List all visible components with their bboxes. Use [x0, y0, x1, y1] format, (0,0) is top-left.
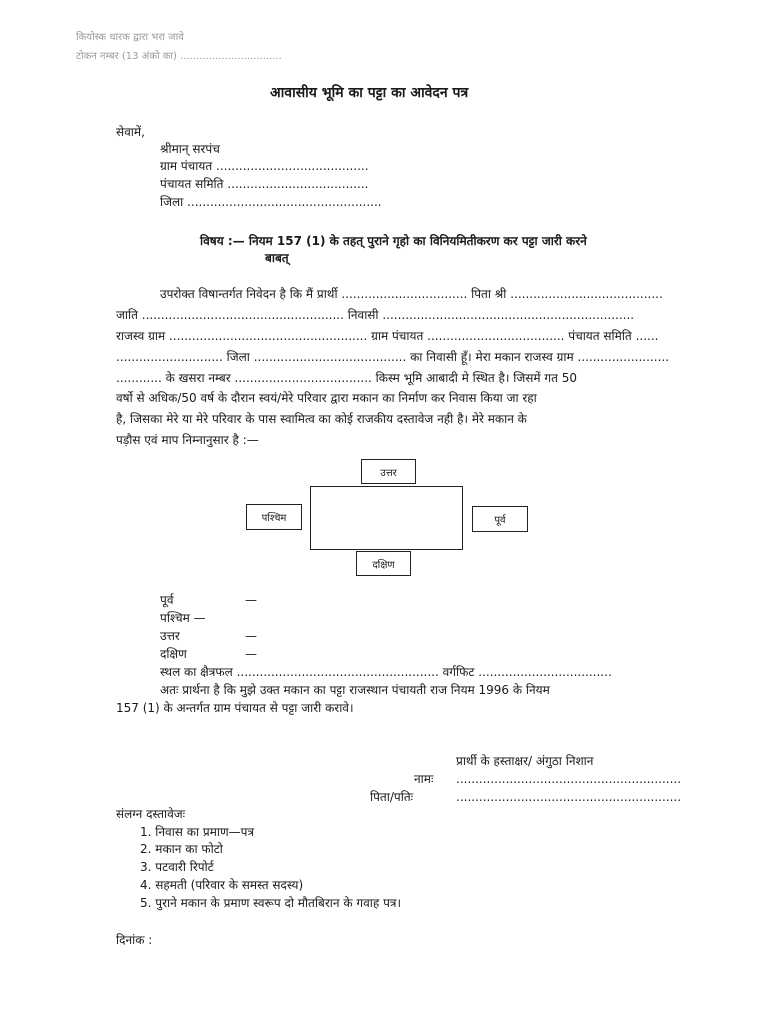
attachment-item: 5. पुराने मकान के प्रमाण स्वरूप दो मौतबिरान के गवाह पत्र। [140, 896, 402, 910]
panchayat-samiti-field: पंचायत समिति ..................................... [160, 177, 369, 191]
signature-label: प्रार्थी के हस्ताक्षर/ अंगुठा निशान [456, 754, 594, 768]
body-line: राजस्व ग्राम .................................................... ग्राम पंचायत .................................... पंचायत समिति ...... [116, 329, 659, 343]
kiosk-note: कियोस्क धारक द्वारा भरा जावे [76, 32, 184, 43]
south-box: दक्षिण [356, 551, 411, 576]
house-plot-box [310, 486, 463, 550]
east-box: पूर्व [472, 506, 528, 532]
boundary-east-label: पूर्व [160, 593, 174, 607]
boundary-north-dash: — [245, 629, 257, 643]
north-box: उत्तर [361, 459, 416, 484]
body-line: ............ के खसरा नम्बर .................................... किस्म भूमि आबादी मे स्थित है। जिसमें गत 50 [116, 371, 578, 385]
name-label: नामः [414, 772, 434, 786]
subject-line-1: विषय :— नियम 157 (1) के तहत् पुराने गृहो का विनियमितीकरण कर पट्टा जारी करने [200, 234, 587, 248]
body-line: वर्षो से अधिक/50 वर्ष के दौरान स्वयं/मेरे परिवार द्वारा मकान का निर्माण कर निवास किया जा रहा [116, 391, 537, 405]
gram-panchayat-field: ग्राम पंचायत ........................................ [160, 159, 369, 173]
father-husband-label: पिता/पतिः [370, 790, 414, 804]
attachments-heading: संलग्न दस्तावेजः [116, 807, 186, 821]
salutation: सेवामें, [116, 125, 145, 139]
boundary-east-dash: — [245, 593, 257, 607]
boundary-west-label: पश्चिम — [160, 611, 206, 625]
body-line: पड़ौस एवं माप निम्नानुसार है :— [116, 433, 259, 447]
boundary-north-label: उत्तर [160, 629, 180, 643]
plot-area-field: स्थल का क्षैत्रफल ..................................................... वर्गफिट ................................... [160, 665, 612, 679]
body-line: है, जिसका मेरे या मेरे परिवार के पास स्वामित्व का कोई राजकीय दस्तावेज नही है। मेरे मकान के [116, 412, 527, 426]
date-label: दिनांक : [116, 933, 153, 947]
body-line: उपरोक्त विषान्तर्गत निवेदन है कि मैं प्रार्थी ................................. पिता श्री ........................................ [160, 287, 663, 301]
boundary-south-label: दक्षिण [160, 647, 187, 661]
page-title: आवासीय भूमि का पट्टा का आवेदन पत्र [270, 85, 469, 101]
subject-line-2: बाबत् [265, 251, 289, 265]
body-line: जाति ..................................................... निवासी .................................................................. [116, 308, 635, 322]
boundary-south-dash: — [245, 647, 257, 661]
attachment-item: 4. सहमती (परिवार के समस्त सदस्य) [140, 878, 304, 892]
zila-field: जिला ................................................... [160, 195, 382, 209]
request-line-2: 157 (1) के अन्तर्गत ग्राम पंचायत से पट्टा जारी करावे। [116, 701, 354, 715]
attachment-item: 1. निवास का प्रमाण—पत्र [140, 825, 255, 839]
west-box: पश्चिम [246, 504, 302, 530]
token-number-note: टोकन नम्बर (13 अंको का) ................................ [76, 51, 282, 62]
request-line-1: अतः प्रार्थना है कि मुझे उक्त मकान का पट्टा राजस्थान पंचायती राज नियम 1996 के नियम [160, 683, 550, 697]
father-husband-field: ........................................................... [456, 790, 682, 804]
attachment-item: 2. मकान का फोटो [140, 842, 223, 856]
body-line: ............................ जिला ........................................ का निवासी हूँ। मेरा मकान राजस्व ग्राम ........................ [116, 350, 670, 364]
attachment-item: 3. पटवारी रिपोर्ट [140, 860, 214, 874]
name-field: ........................................................... [456, 772, 682, 786]
addressee: श्रीमान् सरपंच [160, 142, 220, 156]
